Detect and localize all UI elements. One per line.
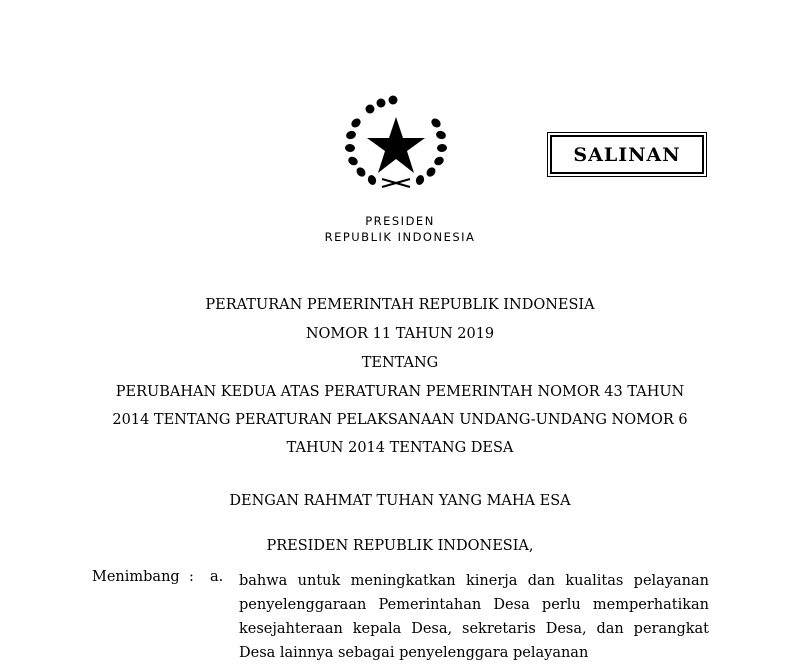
considering-label: Menimbang — [92, 569, 180, 585]
invocation: DENGAN RAHMAT TUHAN YANG MAHA ESA — [229, 493, 571, 509]
salinan-stamp: SALINAN — [550, 135, 704, 174]
regulation-about: TENTANG — [361, 355, 439, 371]
regulation-subject-line-1: PERUBAHAN KEDUA ATAS PERATURAN PEMERINTAH NOMOR 43 TAHUN — [115, 384, 685, 400]
regulation-title-line-1: PERATURAN PEMERINTAH REPUBLIK INDONESIA — [205, 297, 595, 313]
office-line-2: REPUBLIK INDONESIA — [324, 230, 476, 244]
regulation-subject-line-3: TAHUN 2014 TENTANG DESA — [286, 440, 514, 456]
garuda-star-emblem — [342, 95, 450, 197]
regulation-subject-line-2: 2014 TENTANG PERATURAN PELAKSANAAN UNDANG-UNDANG NOMOR 6 — [112, 412, 688, 428]
president-heading: PRESIDEN REPUBLIK INDONESIA, — [266, 538, 534, 554]
considering-item-text: bahwa untuk meningkatkan kinerja dan kualitas pelayanan penyelenggaraan Pemerintahan Desa perlu memperhatikan kesejahteraan kepala Desa, sekretaris Desa, dan perangkat Desa lainnya sebagai penyelenggara pelayanan — [239, 573, 709, 661]
regulation-number: NOMOR 11 TAHUN 2019 — [305, 326, 495, 342]
considering-item-marker: a. — [210, 569, 224, 585]
considering-colon: : — [189, 569, 194, 585]
office-line-1: PRESIDEN — [365, 214, 435, 228]
